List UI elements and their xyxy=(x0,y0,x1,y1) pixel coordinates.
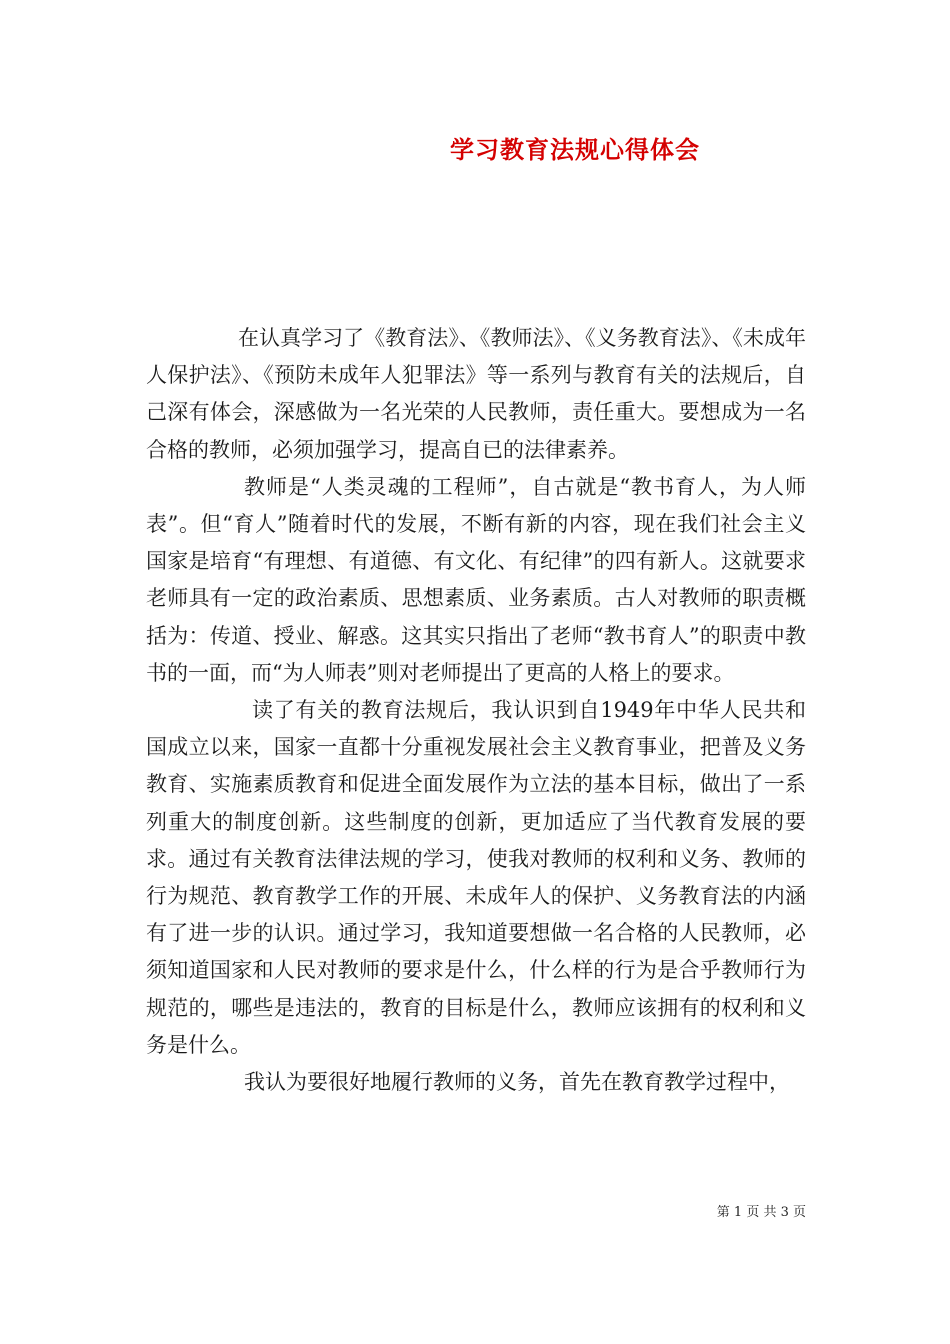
paragraph-2: 教师是“人类灵魂的工程师”，自古就是“教书育人，为人师表”。但“育人”随着时代的发展，不断有新的内容，现在我们社会主义国家是培育“有理想、有道德、有文化、有纪律”的四有新人。这就要求老师具有一定的政治素质、思想素质、业务素质。古人对教师的职责概括为：传道、授业、解惑。这其实只指出了老师“教书育人”的职责中教书的一面，而“为人师表”则对老师提出了更高的人格上的要求。 xyxy=(146,474,806,685)
document-title: 学习教育法规心得体会 xyxy=(450,135,700,164)
paragraph-4: 我认为要很好地履行教师的义务，首先在教育教学过程中， xyxy=(244,1070,790,1095)
paragraph-1: 在认真学习了《教育法》、《教师法》、《义务教育法》、《未成年人保护法》、《预防未成年人犯罪法》等一系列与教育有关的法规后，自己深有体会，深感做为一名光荣的人民教师，责任重大。要想成为一名合格的教师，必须加强学习，提高自已的法律素养。 xyxy=(146,326,806,462)
paragraph-3: 读了有关的教育法规后，我认识到自1949年中华人民共和国成立以来，国家一直都十分重视发展社会主义教育事业，把普及义务教育、实施素质教育和促进全面发展作为立法的基本目标，做出了一系列重大的制度创新。这些制度的创新，更加适应了当代教育发展的要求。通过有关教育法律法规的学习，使我对教师的权利和义务、教师的行为规范、教育教学工作的开展、未成年人的保护、义务教育法的内涵有了进一步的认识。通过学习，我知道要想做一名合格的人民教师，必须知道国家和人民对教师的要求是什么，什么样的行为是合乎教师行为规范的，哪些是违法的，教育的目标是什么，教师应该拥有的权利和义务是什么。 xyxy=(146,698,806,1057)
document-body xyxy=(146,320,806,1101)
page-number-footer: 第 1 页 共 3 页 xyxy=(716,1205,806,1220)
